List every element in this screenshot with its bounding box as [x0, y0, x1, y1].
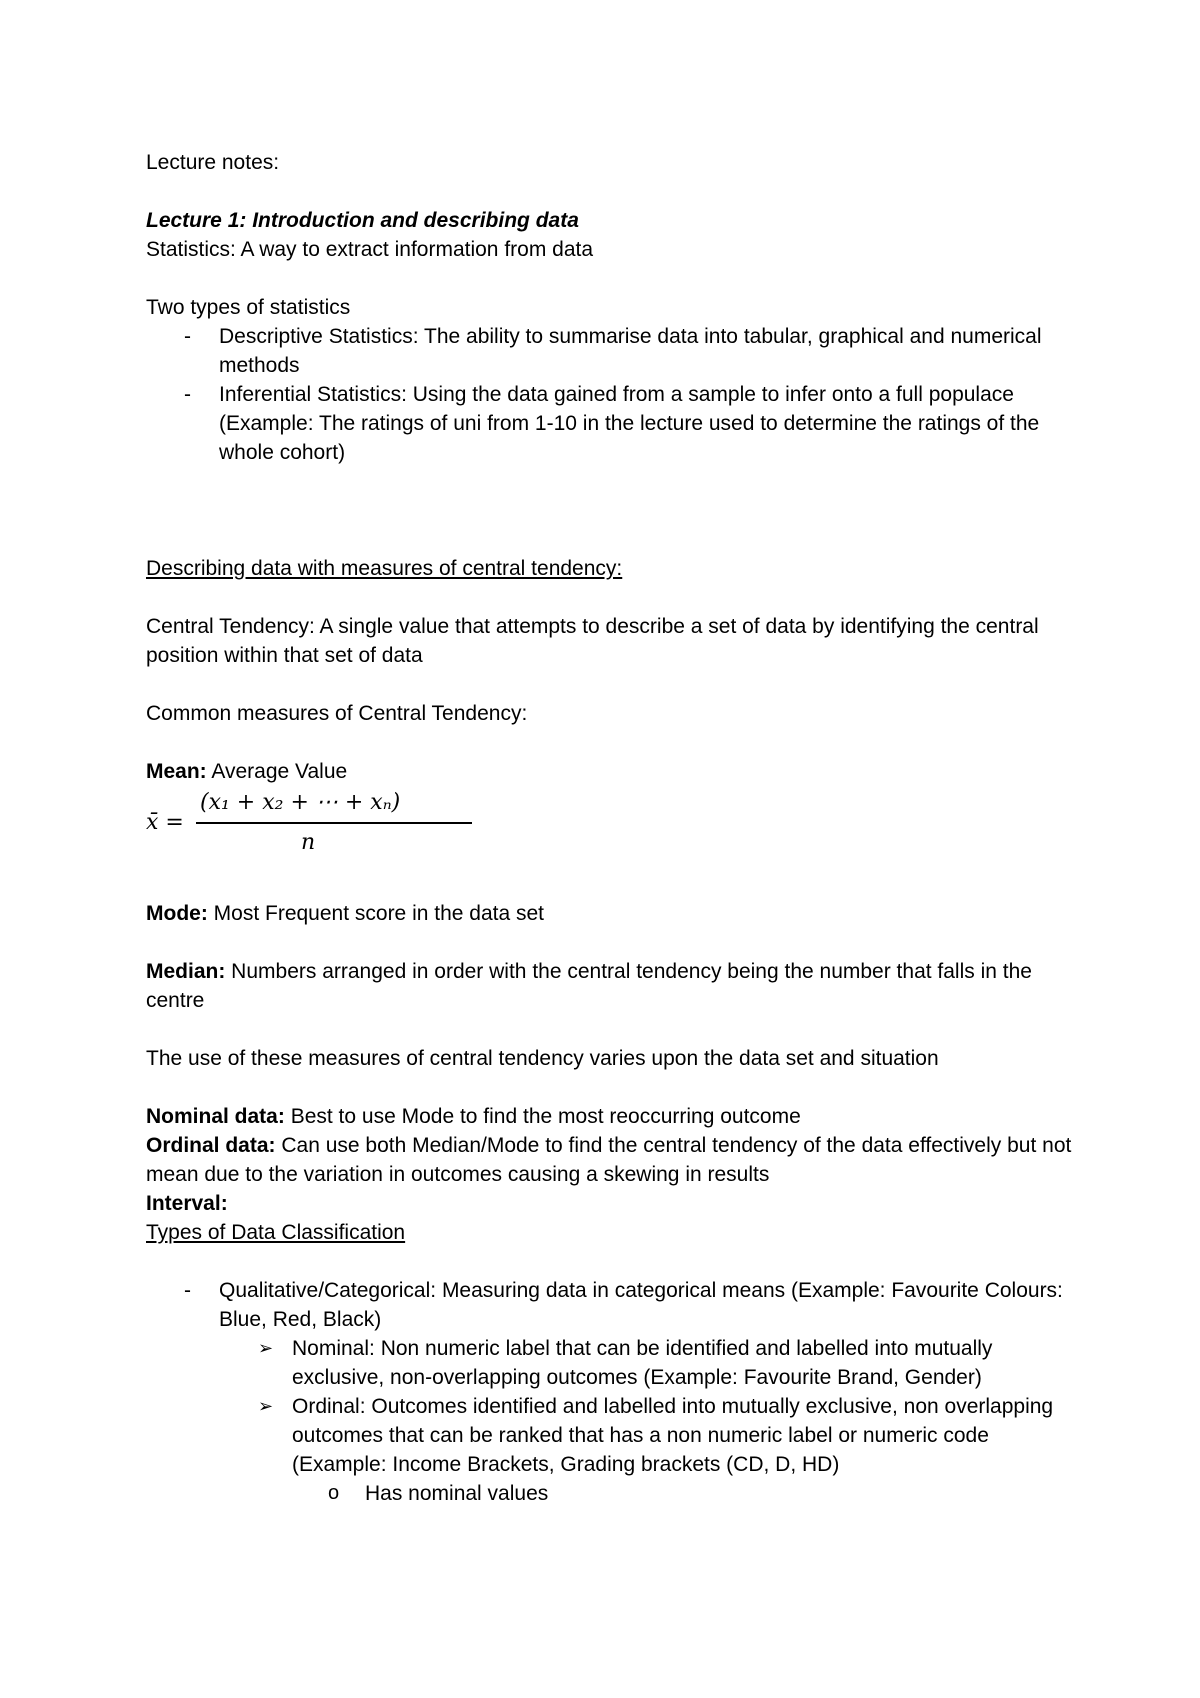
ordinal-data-line — [146, 1131, 1086, 1189]
dash-bullet: - — [184, 325, 191, 348]
mode-line — [146, 899, 1086, 928]
classification-heading: Types of Data Classification — [146, 1221, 406, 1244]
interval-label: Interval: — [146, 1192, 228, 1215]
list-item-text: Qualitative/Categorical: Measuring data in categorical means (Example: Favourite Colours: Blue, Red, Black) — [219, 1279, 1063, 1331]
central-tendency-definition: Central Tendency: A single value that attempts to describe a set of data by identifying the central position within that set of data — [146, 615, 1039, 667]
list-item — [146, 322, 1086, 380]
formula-lhs: x̄ = — [146, 810, 184, 835]
list-item-text: Ordinal: Outcomes identified and labelled into mutually exclusive, non overlapping outcomes that can be ranked that has a non numeric label or numeric code (Example: Income Brackets, Grading brackets (CD, D, HD) — [292, 1395, 1054, 1476]
dash-bullet: - — [184, 1279, 191, 1302]
list-item-text: Descriptive Statistics: The ability to summarise data into tabular, graphical and numerical methods — [219, 325, 1042, 377]
arrow-bullet-icon: ➢ — [258, 1338, 274, 1358]
list-item — [146, 380, 1086, 467]
median-line — [146, 957, 1086, 1015]
nominal-data-label: Nominal data: — [146, 1105, 285, 1128]
circle-bullet: o — [328, 1482, 340, 1504]
list-item-text: Nominal: Non numeric label that can be identified and labelled into mutually exclusive, non-overlapping outcomes (Example: Favourite Brand, Gender) — [292, 1337, 993, 1389]
median-label: Median: — [146, 960, 226, 983]
arrow-bullet-icon: ➢ — [258, 1396, 274, 1416]
list-item — [146, 1334, 1086, 1392]
list-item — [146, 1276, 1086, 1334]
common-measures-heading: Common measures of Central Tendency: — [146, 702, 528, 725]
usage-note: The use of these measures of central tendency varies upon the data set and situation — [146, 1047, 939, 1070]
median-text: Numbers arranged in order with the central tendency being the number that falls in the centre — [146, 960, 1032, 1012]
central-tendency-heading: Describing data with measures of central tendency: — [146, 557, 623, 580]
list-item-text: Has nominal values — [365, 1482, 549, 1505]
ordinal-data-text: Can use both Median/Mode to find the central tendency of the data effectively but not mean due to the variation in outcomes causing a skewing in results — [146, 1134, 1072, 1186]
two-types-heading: Two types of statistics — [146, 296, 351, 319]
nominal-data-line — [146, 1102, 1086, 1131]
ordinal-data-label: Ordinal data: — [146, 1134, 276, 1157]
list-item — [146, 1392, 1086, 1479]
mode-text: Most Frequent score in the data set — [207, 902, 545, 925]
mean-text: Average Value — [206, 760, 348, 783]
page-heading: Lecture notes: — [146, 151, 280, 174]
mode-label: Mode: — [146, 902, 208, 925]
document-body — [146, 148, 1086, 1508]
mean-line — [146, 757, 1086, 786]
mean-formula — [146, 788, 1086, 862]
nominal-data-text: Best to use Mode to find the most reoccurring outcome — [284, 1105, 801, 1128]
fraction-bar — [196, 822, 472, 824]
lecture-title: Lecture 1: Introduction and describing data — [146, 209, 579, 232]
formula-numerator: (x₁ + x₂ + ⋯ + xₙ) — [200, 790, 401, 815]
dash-bullet: - — [184, 383, 191, 406]
list-item-text: Inferential Statistics: Using the data gained from a sample to infer onto a full populace (Example: The ratings of uni from 1-10 in the lecture used to determine the ratings of the whole cohort) — [219, 383, 1040, 464]
formula-denominator: n — [301, 830, 316, 855]
statistics-definition: Statistics: A way to extract information from data — [146, 238, 594, 261]
mean-label: Mean: — [146, 760, 207, 783]
list-item — [146, 1479, 1086, 1508]
